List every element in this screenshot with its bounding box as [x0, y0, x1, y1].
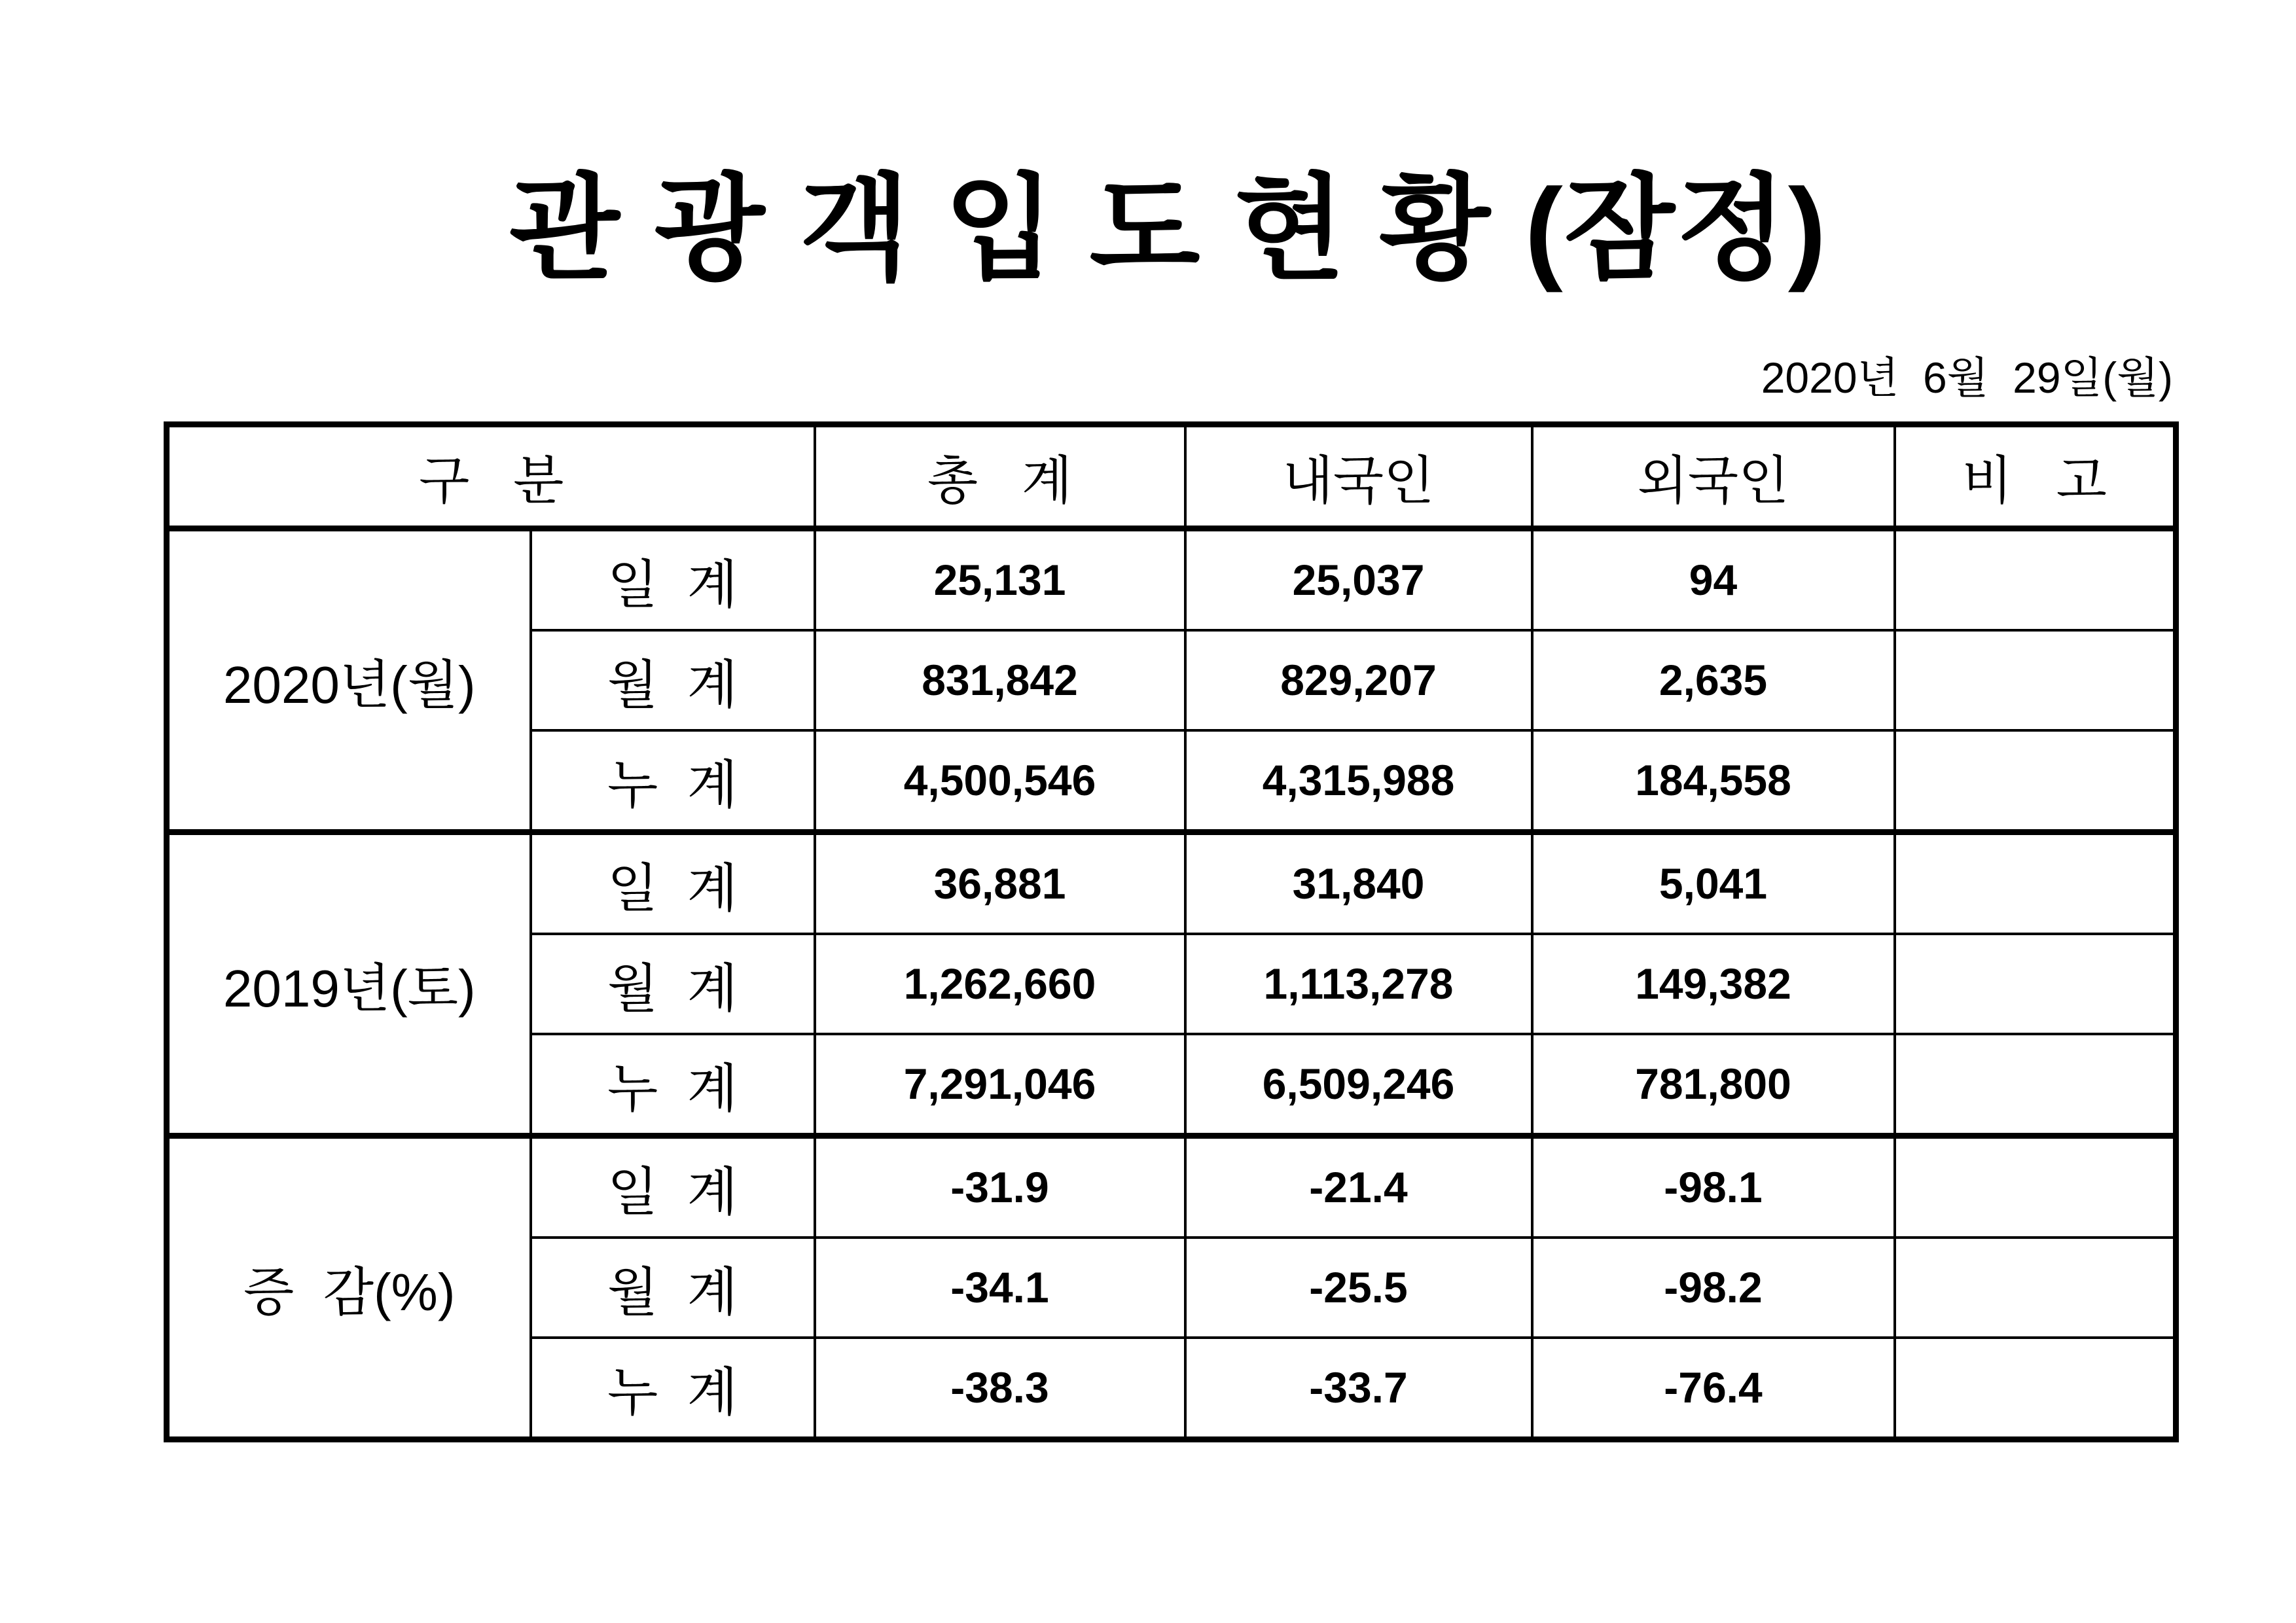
table-row [167, 832, 2176, 934]
row-label-monthly: 월 계 [531, 630, 815, 730]
cell-domestic: -33.7 [1185, 1338, 1532, 1440]
cell-foreign: 2,635 [1532, 630, 1895, 730]
header-note: 비 고 [1895, 424, 2176, 528]
cell-domestic: 6,509,246 [1185, 1034, 1532, 1136]
header-category: 구 분 [167, 424, 815, 528]
cell-note [1895, 1238, 2176, 1338]
row-label-cumulative: 누 계 [531, 730, 815, 832]
cell-total: -34.1 [815, 1238, 1185, 1338]
cell-note [1895, 1338, 2176, 1440]
row-label-daily: 일 계 [531, 1135, 815, 1238]
row-label-monthly: 월 계 [531, 1238, 815, 1338]
cell-note [1895, 1135, 2176, 1238]
header-row [167, 424, 2176, 528]
cell-domestic: 4,315,988 [1185, 730, 1532, 832]
table-header [167, 424, 2176, 528]
row-label-daily: 일 계 [531, 528, 815, 630]
cell-foreign: 149,382 [1532, 934, 1895, 1034]
cell-foreign: -98.2 [1532, 1238, 1895, 1338]
cell-foreign: -98.1 [1532, 1135, 1895, 1238]
cell-total: -31.9 [815, 1135, 1185, 1238]
cell-total: 7,291,046 [815, 1034, 1185, 1136]
group-label-change: 증 감(%) [167, 1135, 531, 1439]
cell-note [1895, 934, 2176, 1034]
group-label-2020: 2020년(월) [167, 528, 531, 832]
row-label-daily: 일 계 [531, 832, 815, 934]
cell-total: 1,262,660 [815, 934, 1185, 1034]
cell-note [1895, 1034, 2176, 1136]
row-label-cumulative: 누 계 [531, 1338, 815, 1440]
cell-domestic: 25,037 [1185, 528, 1532, 630]
cell-foreign: -76.4 [1532, 1338, 1895, 1440]
table-row [167, 1135, 2176, 1238]
tourist-arrivals-table [164, 421, 2179, 1442]
cell-total: 831,842 [815, 630, 1185, 730]
cell-domestic: 31,840 [1185, 832, 1532, 934]
page-title: 관 광 객 입 도 현 황 (잠정) [509, 166, 1828, 293]
cell-domestic: -25.5 [1185, 1238, 1532, 1338]
table-container [164, 421, 2173, 1442]
row-label-cumulative: 누 계 [531, 1034, 815, 1136]
cell-note [1895, 832, 2176, 934]
cell-domestic: 829,207 [1185, 630, 1532, 730]
cell-foreign: 94 [1532, 528, 1895, 630]
cell-foreign: 5,041 [1532, 832, 1895, 934]
cell-note [1895, 528, 2176, 630]
header-total: 총 계 [815, 424, 1185, 528]
table-row [167, 528, 2176, 630]
cell-domestic: 1,113,278 [1185, 934, 1532, 1034]
header-domestic: 내국인 [1185, 424, 1532, 528]
cell-note [1895, 730, 2176, 832]
row-label-monthly: 월 계 [531, 934, 815, 1034]
cell-foreign: 184,558 [1532, 730, 1895, 832]
cell-note [1895, 630, 2176, 730]
cell-total: -38.3 [815, 1338, 1185, 1440]
cell-domestic: -21.4 [1185, 1135, 1532, 1238]
table-body [167, 528, 2176, 1439]
cell-total: 36,881 [815, 832, 1185, 934]
header-foreign: 외국인 [1532, 424, 1895, 528]
cell-total: 25,131 [815, 528, 1185, 630]
cell-foreign: 781,800 [1532, 1034, 1895, 1136]
group-label-2019: 2019년(토) [167, 832, 531, 1135]
report-date: 2020년 6월 29일(월) [1761, 353, 2173, 402]
cell-total: 4,500,546 [815, 730, 1185, 832]
